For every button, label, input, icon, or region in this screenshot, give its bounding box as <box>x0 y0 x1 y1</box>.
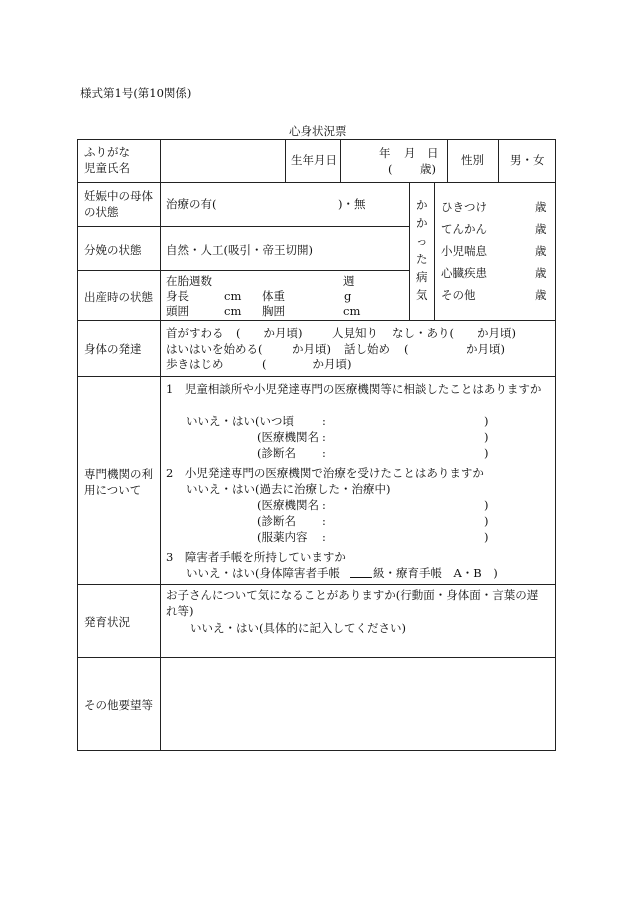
walk-value[interactable]: ( か月頃) <box>262 357 352 371</box>
close-paren: ) <box>484 414 489 428</box>
dob-month-label: 月 <box>404 146 416 160</box>
q3-answer-b[interactable]: 級・療育手帳 A・B ) <box>373 566 498 580</box>
colon: : <box>322 414 326 428</box>
illness-age-unit: 歳 <box>535 288 547 302</box>
close-paren: ) <box>484 498 489 512</box>
birth-label: 出産時の状態 <box>84 290 153 304</box>
growth-answer[interactable]: いいえ・はい(具体的に記入してください) <box>190 621 406 635</box>
neck-label: 首がすわる <box>166 326 224 340</box>
growth-question-line1: お子さんについて気になることがありますか(行動面・身体面・言葉の遅 <box>166 588 539 602</box>
pregnancy-label-line2: の状態 <box>84 205 119 219</box>
delivery-value[interactable]: 自然・人工(吸引・帝王切開) <box>166 243 313 257</box>
q2-clinic-label: (医療機関名 <box>257 498 319 512</box>
head-label: 頭囲 <box>166 304 189 318</box>
specialist-label-line1: 専門機関の利 <box>84 467 153 481</box>
illness-age-unit: 歳 <box>535 244 547 258</box>
talk-label: 話し始め <box>344 342 390 356</box>
illness-age-unit: 歳 <box>535 222 547 236</box>
grade-underline <box>350 577 372 578</box>
chest-unit: cm <box>343 304 361 318</box>
q1-answer[interactable]: いいえ・はい(いつ頃 <box>186 414 294 428</box>
q2-diagnosis-label: (診断名 <box>257 514 296 528</box>
close-paren: ) <box>484 446 489 460</box>
pregnancy-treatment-prefix[interactable]: 治療の有( <box>166 197 217 211</box>
growth-label: 発育状況 <box>84 615 130 629</box>
q2-text: 2 小児発達専門の医療機関で治療を受けたことはありますか <box>166 466 484 480</box>
close-paren: ) <box>484 514 489 528</box>
illness-name: 心臓疾患 <box>441 266 487 280</box>
illness-vertical-char: っ <box>416 234 428 248</box>
stranger-value[interactable]: なし・あり( か月頃) <box>392 326 516 340</box>
illness-name: てんかん <box>441 222 487 236</box>
sex-label: 性別 <box>461 153 484 167</box>
other-requests-label: その他要望等 <box>84 698 153 712</box>
q1-text <box>166 382 554 396</box>
illness-name: その他 <box>441 288 476 302</box>
development-label: 身体の発達 <box>84 342 142 356</box>
dob-year-label: 年 <box>379 146 391 160</box>
dob-day-label: 日 <box>427 146 439 160</box>
crawl-value[interactable]: か月頃) <box>292 342 331 356</box>
colon: : <box>322 430 326 444</box>
other-requests-field[interactable] <box>164 661 552 747</box>
q1-line1: 1 児童相談所や小児発達専門の医療機関等に相談したことはありますか <box>166 382 542 396</box>
colon: : <box>322 446 326 460</box>
weeks-unit: 週 <box>343 274 355 288</box>
illness-vertical-char: か <box>416 216 428 230</box>
age-unit: 歳) <box>420 162 436 176</box>
colon: : <box>322 514 326 528</box>
illness-vertical-char: か <box>416 198 428 212</box>
illness-vertical-char: 病 <box>416 270 428 284</box>
illness-age-unit: 歳 <box>535 266 547 280</box>
walk-label: 歩きはじめ <box>166 357 224 371</box>
q1-clinic-label: (医療機関名 <box>257 430 319 444</box>
illness-name: 小児喘息 <box>441 244 487 258</box>
colon: : <box>322 530 326 544</box>
colon: : <box>322 498 326 512</box>
height-label: 身長 <box>166 289 189 303</box>
weight-label: 体重 <box>262 289 285 303</box>
head-unit: cm <box>224 304 242 318</box>
q2-medication-label: (服薬内容 <box>257 530 308 544</box>
q1-diagnosis-label: (診断名 <box>257 446 296 460</box>
q3-text: 3 障害者手帳を所持していますか <box>166 550 346 564</box>
weeks-label: 在胎週数 <box>166 274 212 288</box>
crawl-label: はいはいを始める( <box>166 342 263 356</box>
close-paren: ) <box>484 430 489 444</box>
talk-value[interactable]: ( か月頃) <box>404 342 505 356</box>
child-name-field[interactable] <box>164 142 283 180</box>
growth-question-line2: れ等) <box>166 604 194 618</box>
illness-vertical-char: 気 <box>416 288 428 302</box>
age-open-paren: ( <box>388 162 393 176</box>
illness-age-unit: 歳 <box>535 200 547 214</box>
height-unit: cm <box>224 289 242 303</box>
weight-unit: g <box>344 289 352 303</box>
form-number: 様式第1号(第10関係) <box>80 86 192 100</box>
page-title: 心身状況票 <box>289 124 347 138</box>
q2-answer[interactable]: いいえ・はい(過去に治療した・治療中) <box>186 482 391 496</box>
pregnancy-label-line1: 妊娠中の母体 <box>84 189 153 203</box>
chest-label: 胸囲 <box>262 304 285 318</box>
q3-answer-a[interactable]: いいえ・はい(身体障害者手帳 <box>186 566 340 580</box>
stranger-label: 人見知り <box>332 326 378 340</box>
dob-label: 生年月日 <box>291 153 337 167</box>
illness-name: ひきつけ <box>441 200 487 214</box>
delivery-label: 分娩の状態 <box>84 243 142 257</box>
specialist-label-line2: 用について <box>84 483 142 497</box>
sex-options[interactable]: 男・女 <box>510 153 545 167</box>
close-paren: ) <box>484 530 489 544</box>
pregnancy-treatment-suffix[interactable]: )・無 <box>338 197 366 211</box>
furigana-label: ふりがな <box>84 145 130 159</box>
illness-vertical-char: た <box>416 252 428 266</box>
neck-value[interactable]: ( か月頃) <box>236 326 303 340</box>
child-name-label: 児童氏名 <box>84 161 130 175</box>
